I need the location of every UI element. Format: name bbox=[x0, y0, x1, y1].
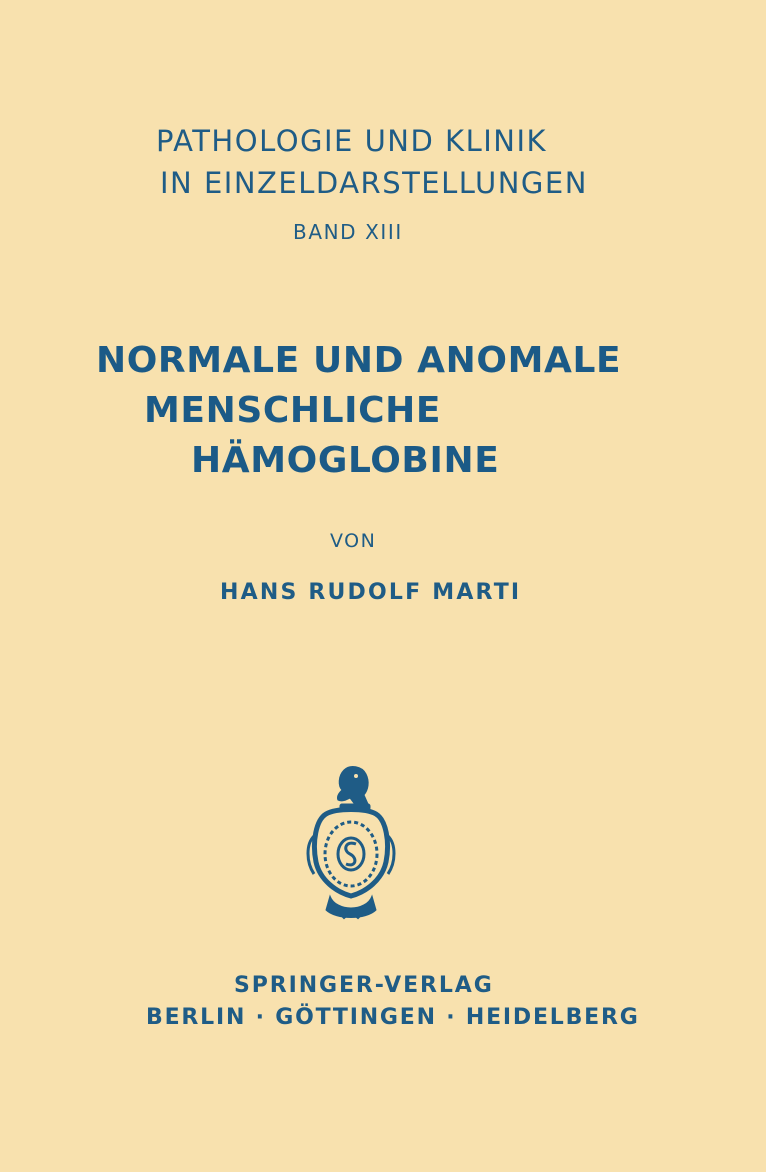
book-title-line-1: NORMALE UND ANOMALE bbox=[96, 340, 622, 381]
publisher-places: BERLIN · GÖTTINGEN · HEIDELBERG bbox=[146, 1005, 640, 1030]
series-title-line-1: PATHOLOGIE UND KLINIK bbox=[156, 124, 548, 158]
by-label: VON bbox=[330, 530, 377, 552]
book-title-line-2: MENSCHLICHE bbox=[144, 390, 442, 431]
series-title-line-2: IN EINZELDARSTELLUNGEN bbox=[160, 166, 588, 200]
publisher-name: SPRINGER-VERLAG bbox=[234, 973, 494, 998]
book-title-line-3: HÄMOGLOBINE bbox=[191, 440, 500, 481]
author-name: HANS RUDOLF MARTI bbox=[220, 580, 522, 605]
volume-number: BAND XIII bbox=[293, 220, 403, 244]
springer-knight-logo-icon bbox=[306, 762, 396, 924]
